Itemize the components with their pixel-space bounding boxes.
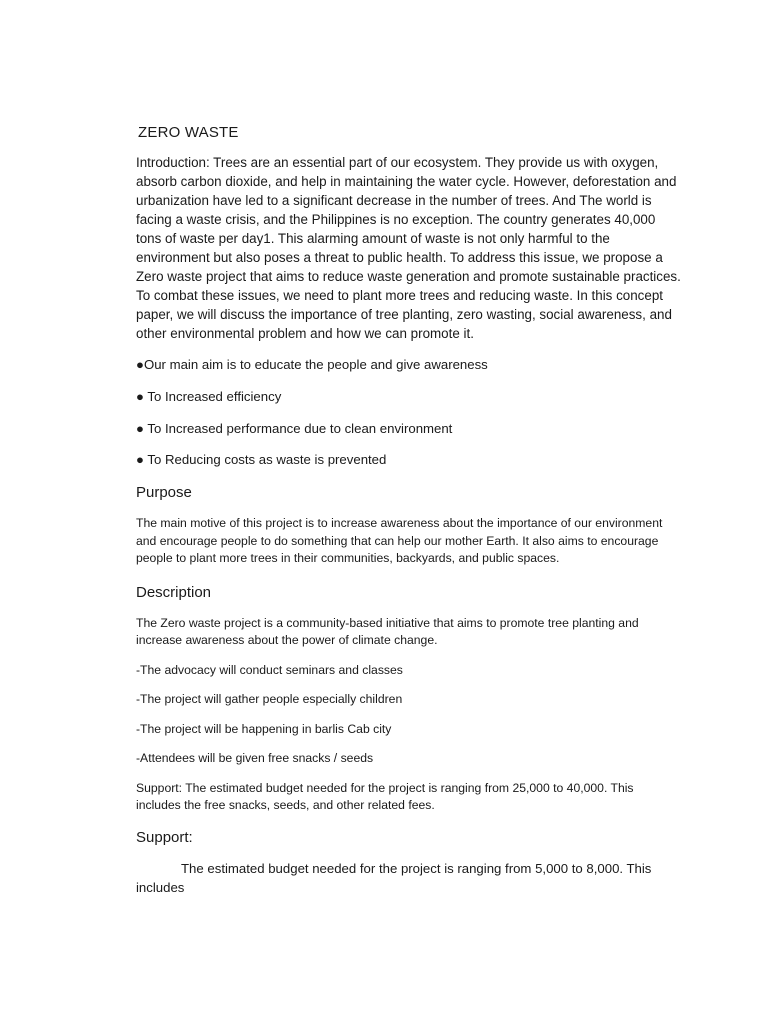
support-heading: Support:	[136, 828, 193, 846]
support-paragraph	[136, 859, 681, 897]
support-inline-paragraph: Support: The estimated budget needed for the project is ranging from 25,000 to 40,000. This includes the free snacks, seeds, and other related fees.	[136, 780, 634, 812]
description-list-item: -The advocacy will conduct seminars and classes	[136, 662, 403, 677]
bullet-item: ● To Increased efficiency	[136, 389, 282, 404]
document-title: ZERO WASTE	[138, 124, 239, 141]
description-list-item: -The project will gather people especially children	[136, 692, 403, 706]
description-list-item: -Attendees will be given free snacks / seeds	[136, 751, 374, 765]
introduction-paragraph: Introduction: Trees are an essential part of our ecosystem. They provide us with oxygen, absorb carbon dioxide, and help in maintaining the water cycle. However, deforestation and urbanization have led to a significant decrease in the number of trees. And The world is facing a waste crisis, and the Philippines is no exception. The country generates 40,000 tons of waste per day1. This alarming amount of waste is not only harmful to the environment but also poses a threat to public health. To address this issue, we propose a Zero waste project that aims to reduce waste generation and promote sustainable practices. To combat these issues, we need to plant more trees and reducing waste. In this concept paper, we will discuss the importance of tree planting, zero wasting, social awareness, and other environmental problem and how we can promote it.	[136, 155, 681, 341]
description-heading: Description	[136, 583, 212, 601]
bullet-item: ● To Increased performance due to clean environment	[136, 421, 453, 436]
bullet-item: ● To Reducing costs as waste is prevented	[136, 452, 387, 467]
purpose-heading: Purpose	[136, 484, 192, 501]
support-paragraph-line: The estimated budget needed for the project is ranging from 5,000 to 8,000. This	[181, 860, 652, 876]
purpose-paragraph: The main motive of this project is to increase awareness about the importance of our environment and encourage people to do something that can help our mother Earth. It also aims to encourage people to plant more trees in their communities, backyards, and public spaces.	[136, 516, 663, 565]
support-paragraph-line: includes	[136, 879, 185, 895]
document-page	[136, 124, 681, 897]
description-list-item: -The project will be happening in barlis Cab city	[136, 721, 392, 736]
description-paragraph: The Zero waste project is a community-based initiative that aims to promote tree planting and increase awareness about the power of climate change.	[136, 615, 639, 647]
bullet-item: ●Our main aim is to educate the people and give awareness	[136, 357, 488, 372]
